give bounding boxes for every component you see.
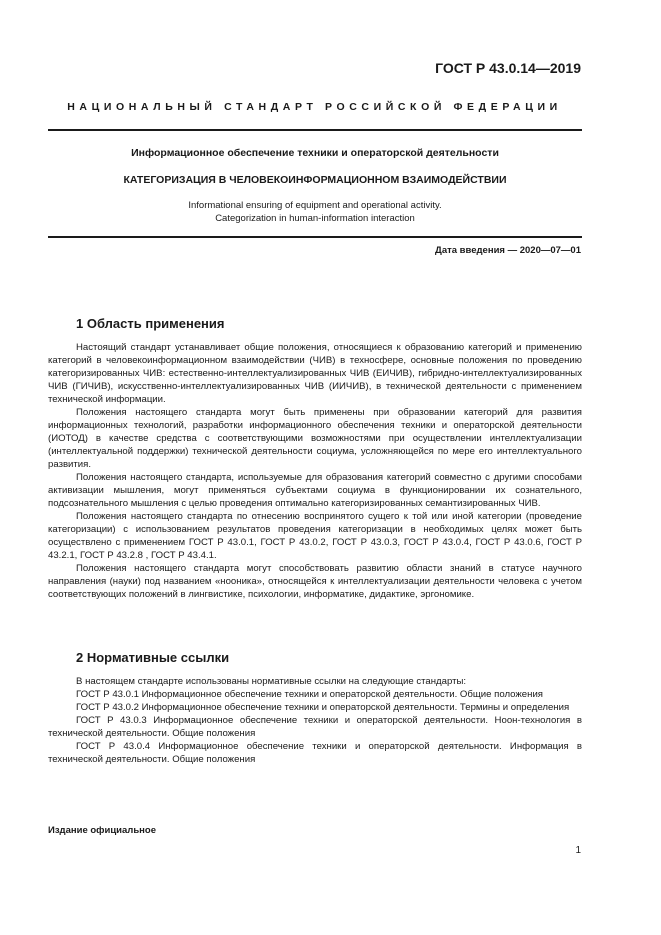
english-title-line2: Categorization in human-information interaction [215, 213, 415, 224]
section-2-heading: 2 Нормативные ссылки [76, 650, 230, 665]
document-subject: Информационное обеспечение техники и операторской деятельности [131, 147, 499, 159]
page-number: 1 [575, 845, 581, 856]
document-title: КАТЕГОРИЗАЦИЯ В ЧЕЛОВЕКОИНФОРМАЦИОННОМ ВЗАИМОДЕЙСТВИИ [123, 174, 507, 186]
english-title-line1: Informational ensuring of equipment and operational activity. [188, 200, 442, 211]
document-code: ГОСТ Р 43.0.14—2019 [435, 60, 581, 76]
reference-item: ГОСТ Р 43.0.4 Информационное обеспечение техники и операторской деятельности. Информация в технической деятельности. Общие положения [48, 741, 582, 765]
divider-bottom [48, 236, 582, 238]
paragraph: Положения настоящего стандарта, используемые для образования категорий совместно с другими способами активизации мышления, могут применяться субъектами социума в функционировании их сознательного, подсознательного мышления с целью проведения оптимально категоризированных семантизированных ЧИВ. [48, 472, 582, 509]
paragraph: Положения настоящего стандарта могут способствовать развитию области знаний в статусе научного направления (науки) под названием «нооника», относящейся к интеллектуализации деятельности человека с учетом соответствующих положений в лингвистике, психологии, информатике, дидактике, эргономике. [48, 563, 582, 600]
national-standard-heading: НАЦИОНАЛЬНЫЙ СТАНДАРТ РОССИЙСКОЙ ФЕДЕРАЦИИ [67, 101, 562, 113]
paragraph: Настоящий стандарт устанавливает общие положения, относящиеся к образованию категорий и применению категорий в человекоинформационном взаимодействии (ЧИВ) в техносфере, основные положения по проведению категоризированных ЧИВ: естественно-интеллектуализированных ЧИВ (ЕИЧИВ), гибридно-интеллектуализированных ЧИВ (ГИЧИВ), искусственно-интеллектуализированных ЧИВ (ИИЧИВ), в технической деятельности с применением технической информации. [48, 342, 582, 405]
paragraph: В настоящем стандарте использованы нормативные ссылки на следующие стандарты: [76, 676, 467, 687]
paragraph: Положения настоящего стандарта могут быть применены при образовании категорий для развития информационных технологий, разработки информационного обеспечения техники и операторской деятельности (ИОТОД) в качестве средства с соответствующими возможностями при осуществлении интеллектуализации (интеллектуальной поддержки) технической деятельности социума, усложняющейся по мере его интеллектуального развития. [48, 407, 582, 470]
reference-item: ГОСТ Р 43.0.1 Информационное обеспечение техники и операторской деятельности. Общие положения [76, 689, 543, 700]
section-1-heading: 1 Область применения [76, 316, 225, 331]
english-title [48, 199, 582, 225]
section-1-body [48, 341, 582, 601]
reference-item: ГОСТ Р 43.0.2 Информационное обеспечение техники и операторской деятельности. Термины и определения [76, 702, 570, 713]
paragraph: Положения настоящего стандарта по отнесению воспринятого сущего к той или иной категории (проведение категоризации) с использованием результатов проведения категоризации в необходимых целях может быть осуществлено с применением ГОСТ Р 43.0.1, ГОСТ Р 43.0.2, ГОСТ Р 43.0.3, ГОСТ Р 43.0.4, ГОСТ Р 43.0.6, ГОСТ Р 43.2.1, ГОСТ Р 43.2.8 , ГОСТ Р 43.4.1. [48, 511, 582, 561]
reference-item: ГОСТ Р 43.0.3 Информационное обеспечение техники и операторской деятельности. Ноон-технология в технической деятельности. Общие положения [48, 715, 582, 739]
introduction-date: Дата введения — 2020—07—01 [435, 245, 581, 256]
official-edition-note: Издание официальное [48, 825, 156, 836]
divider-top [48, 129, 582, 131]
section-2-body [48, 675, 582, 766]
